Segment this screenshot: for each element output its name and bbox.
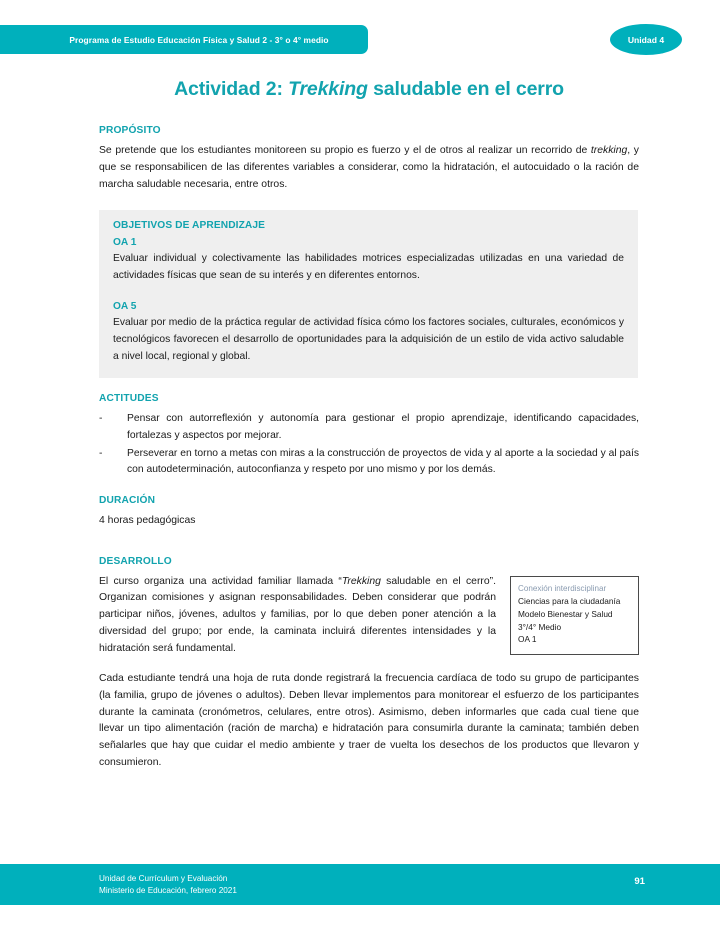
connection-box-line: Modelo Bienestar y Salud	[518, 608, 613, 619]
development-p1-italic: Trekking	[341, 575, 381, 587]
duration-value: 4 horas pedagógicas	[99, 514, 196, 526]
page-title	[99, 78, 639, 101]
spacer-after-attitudes	[99, 480, 639, 495]
purpose-text-part1: Se pretende que los estudiantes monitoreen su propio es fuerzo y el de otros al realizar un recorrido de	[99, 145, 591, 157]
connection-box-line: 3°/4° Medio	[518, 621, 562, 632]
attitudes-list-item	[99, 446, 639, 479]
attitudes-list	[99, 411, 639, 479]
bullet-dash-icon: -	[99, 447, 103, 459]
footer-line-1: Unidad de Currículum y Evaluación	[99, 874, 228, 883]
attitudes-item-text: Perseverar en torno a metas con miras a la construcción de proyectos de vida y al aporte a la sociedad y al país con autodeterminación, autoconfianza y respeto por uno mismo y por los demás.	[127, 447, 639, 476]
objectives-box	[99, 210, 638, 378]
connection-box-line: Ciencias para la ciudadanía	[518, 596, 621, 607]
purpose-text-italic: trekking	[590, 145, 628, 157]
objective-text-oa1: Evaluar individual y colectivamente las habilidades motrices especializadas utilizadas en una variedad de actividades físicas que sean de su interés y en diferentes entornos.	[113, 252, 624, 281]
purpose-paragraph	[99, 143, 639, 194]
connection-box-line: OA 1	[518, 634, 537, 645]
purpose-heading: PROPÓSITO	[99, 125, 161, 137]
development-block	[99, 574, 639, 785]
header-banner	[0, 25, 368, 54]
bullet-dash-icon: -	[99, 413, 103, 425]
page-title-prefix: Actividad 2:	[174, 78, 289, 100]
attitudes-list-item	[99, 411, 639, 444]
purpose-text-part2: , y que se responsabilicen de las diferentes variables a considerar, como la hidratación, el autocuidado o la ración de marcha saludable necesaria, entre otros.	[99, 145, 639, 191]
development-paragraph-2: Cada estudiante tendrá una hoja de ruta donde registrará la frecuencia cardíaca de todo su grupo de participantes (la familia, grupo de jóvenes o adultos). Deben llevar implementos para monitorear el esfuerzo de los participantes durante la caminata (cronómetros, celulares, entre otros). Asimismo, deben informarles que cada cual tiene que llevar un tipo alimentación (ración de marcha) e hidratación para consumirla durante la caminata; también deben señalarles que hay que cuidar el medio ambiente y traer de vuelta los desechos de los productos que llevaron y consumieron.	[99, 672, 639, 769]
attitudes-heading: ACTITUDES	[99, 393, 159, 405]
page-footer	[0, 864, 720, 905]
duration-heading: DURACIÓN	[99, 494, 156, 506]
page-title-italic: Trekking	[288, 78, 368, 100]
attitudes-item-text: Pensar con autorreflexión y autonomía para gestionar el propio aprendizaje, identificando capacidades, fortalezas y aspectos por mejorar.	[127, 413, 639, 441]
objectives-heading: OBJETIVOS DE APRENDIZAJE	[113, 219, 266, 231]
spacer-after-objectives	[99, 378, 639, 393]
development-p1-part2: saludable en el cerro”. Organizan comisiones y asignan responsabilidades. Deben considerar que podrán participar niños, jóvenes, adultos y familias, por lo que deben poner atención a la diversidad del grupo; por ende, la caminata incluirá diferentes intensidades y la hidratación será fundamental.	[99, 575, 496, 654]
connection-box-title: Conexión interdisciplinar	[518, 583, 607, 593]
unit-badge-text: Unidad 4	[627, 34, 665, 45]
unit-badge	[610, 24, 682, 55]
objective-code-oa5: OA 5	[113, 301, 137, 313]
spacer-after-duration	[99, 530, 639, 556]
footer-organization	[99, 873, 237, 898]
development-p1-part1: El curso organiza una actividad familiar llamada “	[99, 575, 342, 587]
objective-code-oa1: OA 1	[113, 236, 137, 248]
development-heading: DESARROLLO	[99, 555, 172, 567]
header-banner-text: Programa de Estudio Educación Física y Salud 2 - 3° o 4° medio	[69, 34, 329, 45]
footer-line-2: Ministerio de Educación, febrero 2021	[99, 886, 237, 896]
page-number: 91	[634, 876, 645, 887]
page-content	[99, 78, 639, 785]
page-title-suffix: saludable en el cerro	[367, 78, 564, 100]
interdisciplinary-connection-box	[510, 576, 639, 655]
objective-text-oa5: Evaluar por medio de la práctica regular de actividad física cómo los factores sociales, culturales, económicos y tecnológicos favorecen el desarrollo de oportunidades para la adquisición de un estilo de vida activo saludable a nivel local, regional y global.	[113, 317, 624, 362]
